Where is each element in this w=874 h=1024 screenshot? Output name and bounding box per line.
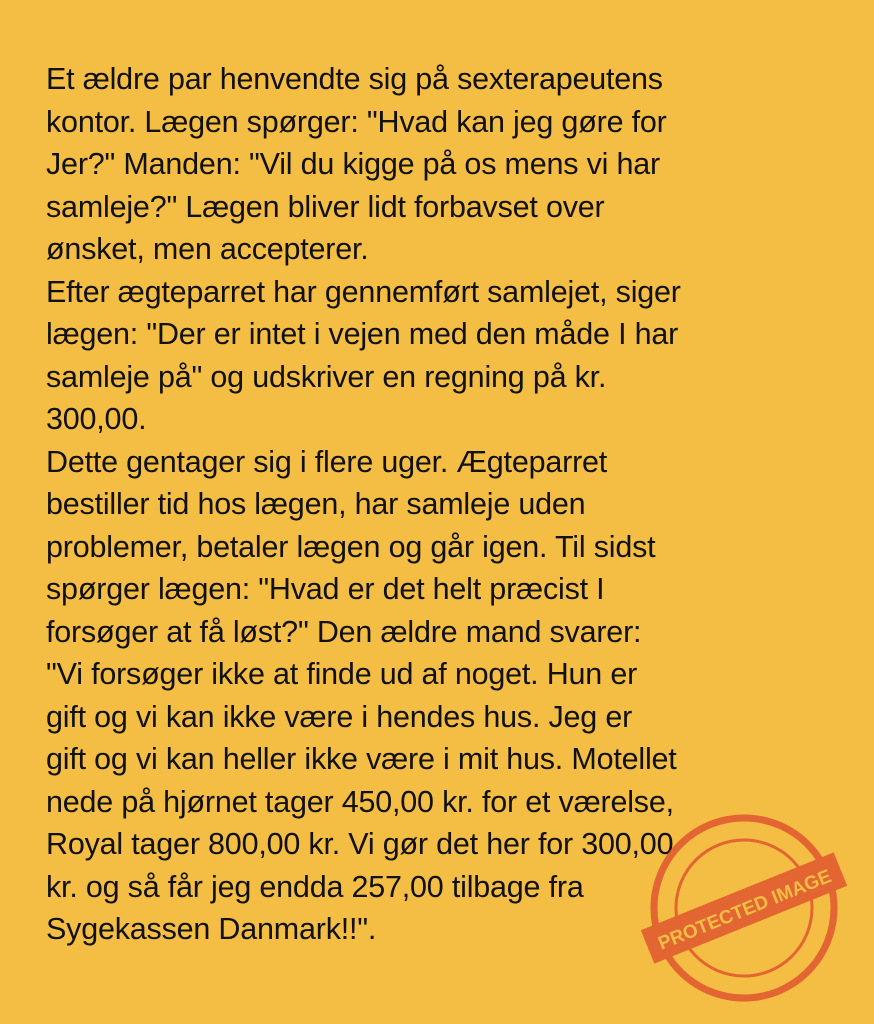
story-line: ønsket, men accepterer.: [46, 232, 369, 266]
story-line: kr. og så får jeg endda 257,00 tilbage fra: [46, 869, 584, 904]
story-line: Sygekassen Danmark!!".: [46, 912, 377, 946]
story-line: Royal tager 800,00 kr. Vi gør det her for 300,00: [46, 827, 674, 861]
story-line: spørger lægen: "Hvad er det helt præcist I: [46, 572, 605, 606]
story-line: bestiller tid hos lægen, har samleje uden: [46, 487, 586, 521]
story-line: kontor. Lægen spørger: "Hvad kan jeg gøre for: [46, 104, 667, 139]
story-line: Jer?" Manden: "Vil du kigge på os mens vi har: [46, 147, 660, 181]
story-line: Efter ægteparret har gennemført samlejet, siger: [46, 274, 681, 309]
story-line: lægen: "Der er intet i vejen med den måde I har: [46, 317, 679, 351]
story-line: gift og vi kan ikke være i hendes hus. Jeg er: [46, 699, 633, 734]
story-line: samleje på" og udskriver en regning på kr.: [46, 359, 607, 394]
story-line: problemer, betaler lægen og går igen. Til sidst: [46, 529, 656, 564]
stamp-label: PROTECTED IMAGE: [655, 865, 835, 955]
protected-image-stamp: [636, 808, 852, 1008]
story-line: 300,00.: [46, 402, 147, 436]
story-line: samleje?" Lægen bliver lidt forbavset over: [46, 189, 605, 224]
story-line: forsøger at få løst?" Den ældre mand svarer:: [46, 614, 642, 649]
story-line: "Vi forsøger ikke at finde ud af noget. Hun er: [46, 657, 638, 691]
story-line: gift og vi kan heller ikke være i mit hus. Motellet: [46, 742, 677, 776]
story-line: nede på hjørnet tager 450,00 kr. for et værelse,: [46, 784, 674, 819]
story-line: Et ældre par henvendte sig på sexterapeutens: [46, 62, 663, 96]
story-line: Dette gentager sig i flere uger. Ægteparret: [46, 444, 608, 479]
